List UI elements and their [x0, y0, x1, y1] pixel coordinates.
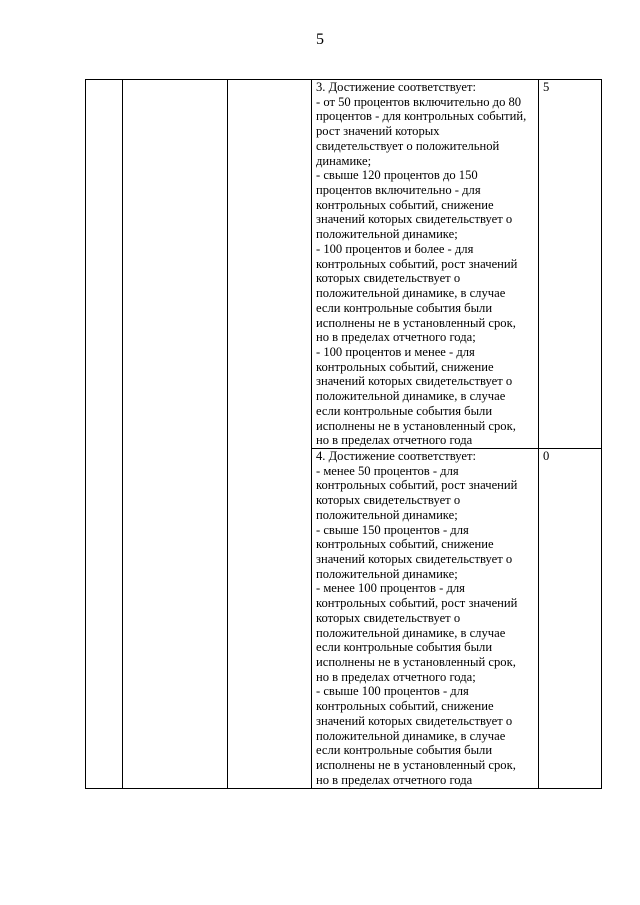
description-line: положительной динамике; [316, 227, 458, 242]
criterion-description-cell [312, 80, 539, 449]
description-line: исполнены не в установленный срок, [316, 418, 516, 433]
description-line: положительной динамике; [316, 507, 458, 522]
description-line: - 100 процентов и менее - для [316, 344, 475, 359]
description-line: исполнены не в установленный срок, [316, 758, 516, 773]
description-line: процентов включительно - для [316, 183, 481, 198]
table-cell-empty [123, 80, 228, 789]
description-line: значений которых свидетельствует о [316, 374, 513, 389]
description-line: - свыше 100 процентов - для [316, 684, 469, 699]
table-row [86, 80, 602, 449]
criterion-score-cell [539, 80, 602, 449]
description-line: которых свидетельствует о [316, 493, 461, 508]
description-line: контрольных событий, снижение [316, 537, 494, 552]
description-line: если контрольные события были [316, 403, 493, 418]
description-line: если контрольные события были [316, 640, 493, 655]
table-cell-empty [228, 80, 312, 789]
description-line: если контрольные события были [316, 300, 493, 315]
description-line: положительной динамике, в случае [316, 728, 506, 743]
description-line: исполнены не в установленный срок, [316, 655, 516, 670]
description-line: контрольных событий, рост значений [316, 478, 518, 493]
criteria-table [85, 79, 602, 789]
criterion-score: 0 [543, 448, 550, 463]
description-line: значений которых свидетельствует о [316, 713, 513, 728]
description-line: свидетельствует о положительной [316, 138, 500, 153]
description-line: - 100 процентов и более - для [316, 241, 474, 256]
description-line: но в пределах отчетного года [316, 772, 473, 787]
description-line: - менее 50 процентов - для [316, 463, 459, 478]
description-line: но в пределах отчетного года; [316, 669, 476, 684]
description-line: положительной динамике, в случае [316, 286, 506, 301]
description-line: процентов - для контрольных событий, [316, 109, 527, 124]
description-line: исполнены не в установленный срок, [316, 315, 516, 330]
description-line: контрольных событий, снижение [316, 197, 494, 212]
description-line: рост значений которых [316, 124, 440, 139]
description-line: которых свидетельствует о [316, 610, 461, 625]
description-line: значений которых свидетельствует о [316, 212, 513, 227]
description-line: - свыше 120 процентов до 150 [316, 168, 478, 183]
description-line: положительной динамике; [316, 566, 458, 581]
description-line: контрольных событий, снижение [316, 359, 494, 374]
description-line: которых свидетельствует о [316, 271, 461, 286]
description-line: но в пределах отчетного года; [316, 330, 476, 345]
description-line: значений которых свидетельствует о [316, 552, 513, 566]
description-line: 4. Достижение соответствует: [316, 448, 476, 463]
description-line: 3. Достижение соответствует: [316, 80, 476, 94]
description-line: - от 50 процентов включительно до 80 [316, 94, 522, 109]
description-line: контрольных событий, рост значений [316, 596, 518, 611]
criterion-score: 5 [543, 80, 550, 94]
description-line: положительной динамике, в случае [316, 389, 506, 404]
criterion-score-cell [539, 448, 602, 788]
criterion-description [316, 449, 535, 788]
description-line: - свыше 150 процентов - для [316, 522, 469, 537]
criterion-description [316, 80, 535, 448]
description-line: положительной динамике, в случае [316, 625, 506, 640]
description-line: контрольных событий, рост значений [316, 256, 518, 271]
description-line: контрольных событий, снижение [316, 699, 494, 714]
page-number: 5 [316, 31, 324, 48]
description-line: но в пределах отчетного года [316, 433, 473, 448]
criterion-description-cell [312, 448, 539, 788]
table-cell-empty [86, 80, 123, 789]
description-line: если контрольные события были [316, 743, 493, 758]
description-line: - менее 100 процентов - для [316, 581, 465, 596]
description-line: динамике; [316, 153, 372, 168]
